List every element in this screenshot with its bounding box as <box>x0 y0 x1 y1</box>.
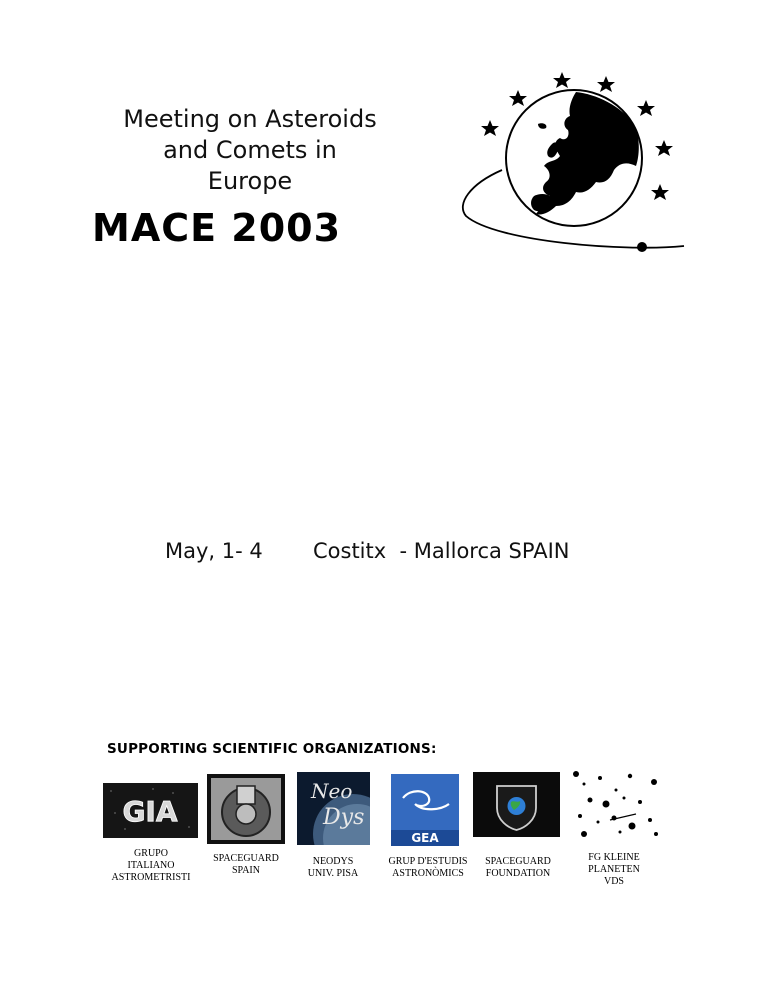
event-date: May, 1- 4 <box>165 539 263 563</box>
spaceguard-spain-logo <box>207 774 285 844</box>
neodys-logo-text-top: Neo <box>311 779 353 803</box>
title-line-3: Europe <box>207 167 293 195</box>
star-icon <box>651 184 669 200</box>
gia-logo <box>103 783 198 838</box>
title-line-1: Meeting on Asteroids <box>123 105 377 133</box>
title-block <box>90 104 410 197</box>
supporting-organizations-heading: SUPPORTING SCIENTIFIC ORGANIZATIONS: <box>107 741 437 757</box>
title-line-2: and Comets in <box>163 136 337 164</box>
star-icon <box>553 72 571 88</box>
fg-kleine-planeten-logo <box>570 770 660 840</box>
star-icon <box>637 100 655 116</box>
gea-logo <box>391 774 459 846</box>
gea-logo-text: GEA <box>411 831 439 845</box>
spaceguard-foundation-label: SPACEGUARD FOUNDATION <box>485 856 551 879</box>
star-icon <box>509 90 527 106</box>
spaceguard-foundation-logo <box>473 772 560 837</box>
neodys-logo-text-bottom: Dys <box>323 805 365 830</box>
gia-label: GRUPO ITALIANO ASTROMETRISTI <box>111 848 191 883</box>
spaceguard-spain-label: SPACEGUARD SPAIN <box>213 853 279 876</box>
fg-kleine-planeten-label: FG KLEINE PLANETEN VDS <box>588 852 640 887</box>
star-icon <box>481 120 499 136</box>
star-icon <box>655 140 673 156</box>
gia-logo-text: GIA <box>122 795 178 828</box>
main-title: MACE 2003 <box>92 206 342 250</box>
gea-label: GRUP D'ESTUDIS ASTRONÒMICS <box>388 856 468 879</box>
neodys-label: NEODYS UNIV. PISA <box>307 856 359 879</box>
event-location: Costitx - Mallorca SPAIN <box>313 539 570 563</box>
orbit-body <box>637 242 647 252</box>
neodys-logo <box>297 772 370 845</box>
mace-logo <box>456 66 688 256</box>
star-icon <box>597 76 615 92</box>
